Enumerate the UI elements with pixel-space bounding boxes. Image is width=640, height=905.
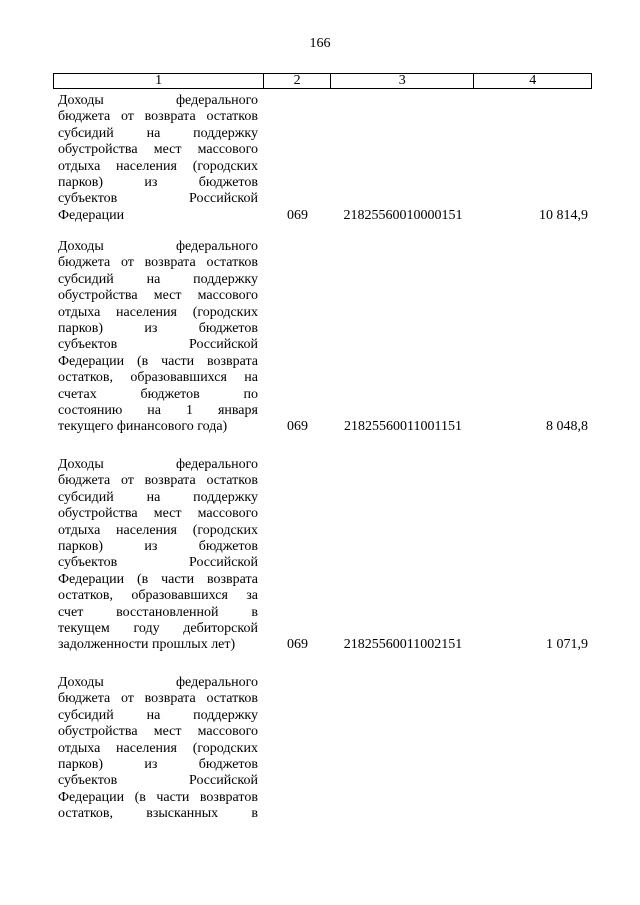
description-word: (городских [192,740,258,756]
description-word: отдыха [58,304,101,320]
description-word: части [156,789,190,805]
description-word: федерального [175,457,258,472]
description-word: восстановленной [116,604,219,620]
description-word: остатков [206,691,258,707]
description-word: остатков [206,255,258,271]
description-word: из [144,538,158,554]
description-word: бюджетов [198,174,258,190]
description-word: парков) [58,756,104,772]
description-word: (в [134,789,146,805]
description-word: на [146,707,161,723]
admin-code: 069 [287,207,308,223]
description-text: задолженности прошлых лет) [58,637,236,653]
description-line [58,288,258,304]
admin-code: 069 [287,637,308,653]
description-word: Доходы [58,457,104,472]
row-description [58,675,258,823]
description-word: субъектов [58,555,118,571]
description-line [58,321,258,337]
description-word: субсидий [58,489,114,505]
description-line [58,691,258,707]
description-word: на [244,370,258,386]
description-word: Доходы [58,675,104,690]
description-word: мест [153,288,182,304]
description-line [58,239,258,255]
description-line [58,403,258,419]
description-word: из [144,174,158,190]
description-word: Доходы [58,239,104,254]
description-word: бюджетов [198,538,258,554]
budget-classification-code: 21825560011002151 [343,637,463,653]
description-word: остатков [206,473,258,489]
description-word: бюджета [58,691,111,707]
description-line [58,724,258,740]
description-word: на [146,125,161,141]
description-word: от [120,691,134,707]
description-line [58,708,258,724]
description-word: части [161,353,195,369]
description-line [58,208,258,224]
description-word: (в [136,571,149,587]
page-number: 166 [309,36,331,51]
description-word: части [161,571,195,587]
description-line [58,757,258,773]
description-word: от [120,473,134,489]
description-word: субъектов [58,337,118,353]
description-word: бюджета [58,255,111,271]
description-word: взысканных [146,806,219,822]
description-line [58,272,258,288]
description-text: Федерации [58,207,125,223]
description-word: парков) [58,538,104,554]
description-word: субсидий [58,125,114,141]
description-line [58,621,258,637]
description-word: массового [197,506,258,522]
description-word: Российской [189,191,258,207]
description-word: возвратов [199,789,258,805]
description-word: (в [136,353,149,369]
budget-classification-code: 21825560010000151 [343,207,463,223]
description-line [58,790,258,806]
description-line [58,354,258,370]
description-line [58,490,258,506]
description-word: массового [197,724,258,740]
description-word: образовавшихся [131,588,228,604]
description-word: бюджетов [198,756,258,772]
description-word: счет [58,604,84,620]
description-line [58,506,258,522]
description-word: массового [197,288,258,304]
description-word: обустройства [58,724,138,740]
description-word: по [243,386,258,402]
description-line [58,305,258,321]
description-word: текущем [58,620,110,636]
description-word: возврата [206,353,258,369]
description-line [58,675,258,691]
description-word: населения [116,304,177,320]
description-word: возврата [144,109,196,125]
description-line [58,605,258,621]
description-line [58,370,258,386]
description-word: остатков, [58,370,114,386]
description-word: (городских [192,304,258,320]
description-word: Федерации [58,789,125,805]
description-line [58,175,258,191]
description-word: остатков, [58,806,114,822]
description-word: Российской [189,555,258,571]
description-word: бюджета [58,109,111,125]
description-line [58,93,258,109]
description-word: субсидий [58,707,114,723]
description-word: на [147,402,162,418]
description-word: в [251,604,258,620]
description-line [58,473,258,489]
description-line [58,387,258,403]
description-word: остатков, [58,588,114,604]
description-line [58,191,258,207]
description-word: дебиторской [183,620,258,636]
description-word: на [146,271,161,287]
description-word: образовавшихся [130,370,227,386]
description-word: мест [153,142,182,158]
description-line [58,572,258,588]
description-word: бюджетов [198,320,258,336]
header-col-2: 2 [264,74,331,88]
description-word: субъектов [58,191,118,207]
description-line [58,337,258,353]
description-word: поддержку [193,489,258,505]
description-word: обустройства [58,506,138,522]
description-line [58,806,258,822]
description-word: обустройства [58,142,138,158]
description-word: бюджета [58,473,111,489]
description-word: из [144,756,158,772]
description-line [58,419,258,435]
description-word: отдыха [58,522,101,538]
description-line [58,539,258,555]
header-col-3: 3 [331,74,474,88]
description-word: Федерации [58,571,125,587]
description-word: федерального [175,239,258,254]
description-word: населения [116,522,177,538]
description-line [58,255,258,271]
amount-value: 8 048,8 [546,419,588,435]
description-word: счетах [58,386,97,402]
description-word: мест [153,724,182,740]
description-word: субсидий [58,271,114,287]
description-word: бюджетов [140,386,200,402]
description-text: текущего финансового года) [58,419,228,435]
description-word: января [217,402,258,418]
description-line [58,126,258,142]
description-word: из [144,320,158,336]
description-line [58,457,258,473]
description-word: возврата [144,255,196,271]
description-word: парков) [58,320,104,336]
description-word: обустройства [58,288,138,304]
description-word: году [133,620,160,636]
description-word: поддержку [193,271,258,287]
description-word: возврата [144,473,196,489]
description-line [58,588,258,604]
description-line [58,741,258,757]
table-header [53,73,592,89]
description-word: (городских [192,158,258,174]
description-line [58,109,258,125]
row-description [58,93,258,224]
description-word: возврата [144,691,196,707]
description-word: населения [116,740,177,756]
description-word: населения [116,158,177,174]
description-line [58,142,258,158]
description-word: Федерации [58,353,125,369]
description-word: от [120,109,134,125]
budget-classification-code: 21825560011001151 [344,419,462,435]
description-line [58,523,258,539]
description-word: состоянию [58,402,123,418]
header-col-1: 1 [54,74,264,88]
description-line [58,773,258,789]
amount-value: 10 814,9 [539,207,588,223]
description-word: отдыха [58,158,101,174]
row-description [58,239,258,436]
description-word: возврата [206,571,258,587]
description-word: Российской [189,773,258,789]
description-word: (городских [192,522,258,538]
description-word: поддержку [193,125,258,141]
description-word: мест [153,506,182,522]
description-word: отдыха [58,740,101,756]
description-word: Российской [189,337,258,353]
description-word: от [120,255,134,271]
description-word: за [246,588,258,604]
amount-value: 1 071,9 [546,637,588,653]
description-word: на [146,489,161,505]
description-word: федерального [175,93,258,108]
description-word: федерального [175,675,258,690]
row-description [58,457,258,654]
description-word: в [251,806,258,822]
header-col-4: 4 [529,73,537,88]
description-word: остатков [206,109,258,125]
description-line [58,159,258,175]
description-word: массового [197,142,258,158]
description-word: субъектов [58,773,118,789]
admin-code: 069 [287,419,308,435]
description-word: 1 [185,402,193,418]
description-line [58,555,258,571]
description-word: Доходы [58,93,104,108]
description-word: парков) [58,174,104,190]
description-word: поддержку [193,707,258,723]
description-line [58,637,258,653]
